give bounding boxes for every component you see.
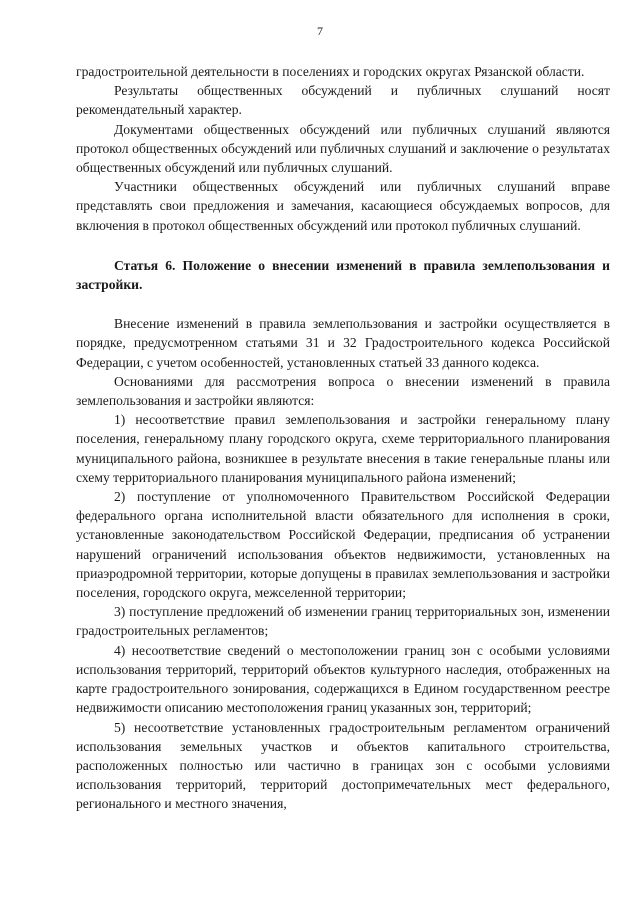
list-item: 5) несоответствие установленных градостроительным регламентом ограничений использования земельных участков и объектов капитального строительства, расположенных полностью или частично в границах зон с особыми условиями использования территорий, территорий достопримечательных мест федерального, регионального и местного значения, [76,719,610,812]
paragraph: Документами общественных обсуждений или публичных слушаний являются протокол общественных обсуждений или публичных слушаний и заключение о результатах общественных обсуждений или публичных слушаний. [76,121,610,176]
paragraph: градостроительной деятельности в поселениях и городских округах Рязанской области. [76,64,585,79]
document-body [76,62,610,814]
list-item: 2) поступление от уполномоченного Правительством Российской Федерации федерального органа исполнительной власти обязательного для исполнения в сроки, установленные законодательством Российской Федерации, предписания об устранении нарушений ограничений использования объектов недвижимости, установленных на приаэродромной территории, которые допущены в правилах землепользования и застройки поселения, городского округа, межселенной территории; [76,489,610,601]
spacer [76,235,610,256]
page-number: 7 [317,24,323,38]
list-item: 4) несоответствие сведений о местоположении границ зон с особыми условиями использования территорий, территорий объектов культурного наследия, отображенных на карте градостроительного зонирования, содержащихся в Едином государственном реестре недвижимости описанию местоположения границ указанных зон, территорий; [76,642,610,716]
list-item: 3) поступление предложений об изменении границ территориальных зон, изменении градостроительных регламентов; [76,604,610,639]
paragraph: Участники общественных обсуждений или публичных слушаний вправе представлять свои предложения и замечания, касающиеся обсуждаемых вопросов, для включения в протокол общественных обсуждений или протокол публичных слушаний. [76,179,610,233]
spacer [76,294,610,314]
paragraph: Основаниями для рассмотрения вопроса о внесении изменений в правила землепользования и застройки являются: [76,373,610,409]
list-item: 1) несоответствие правил землепользования и застройки генеральному плану поселения, генеральному плану городского округа, схеме территориального планирования муниципального района, возникшее в результате внесения в такие генеральные планы или схему территориального планирования муниципального района изменений; [76,412,610,485]
article-heading: Статья 6. Положение о внесении изменений в правила землепользования и застройки. [76,257,610,293]
paragraph: Внесение изменений в правила землепользования и застройки осуществляется в порядке, предусмотренном статьями 31 и 32 Градостроительного кодекса Российской Федерации, с учетом особенностей, установленных статьей 33 данного кодекса. [76,316,610,370]
paragraph: Результаты общественных обсуждений и публичных слушаний носят рекомендательный характер. [76,83,610,118]
